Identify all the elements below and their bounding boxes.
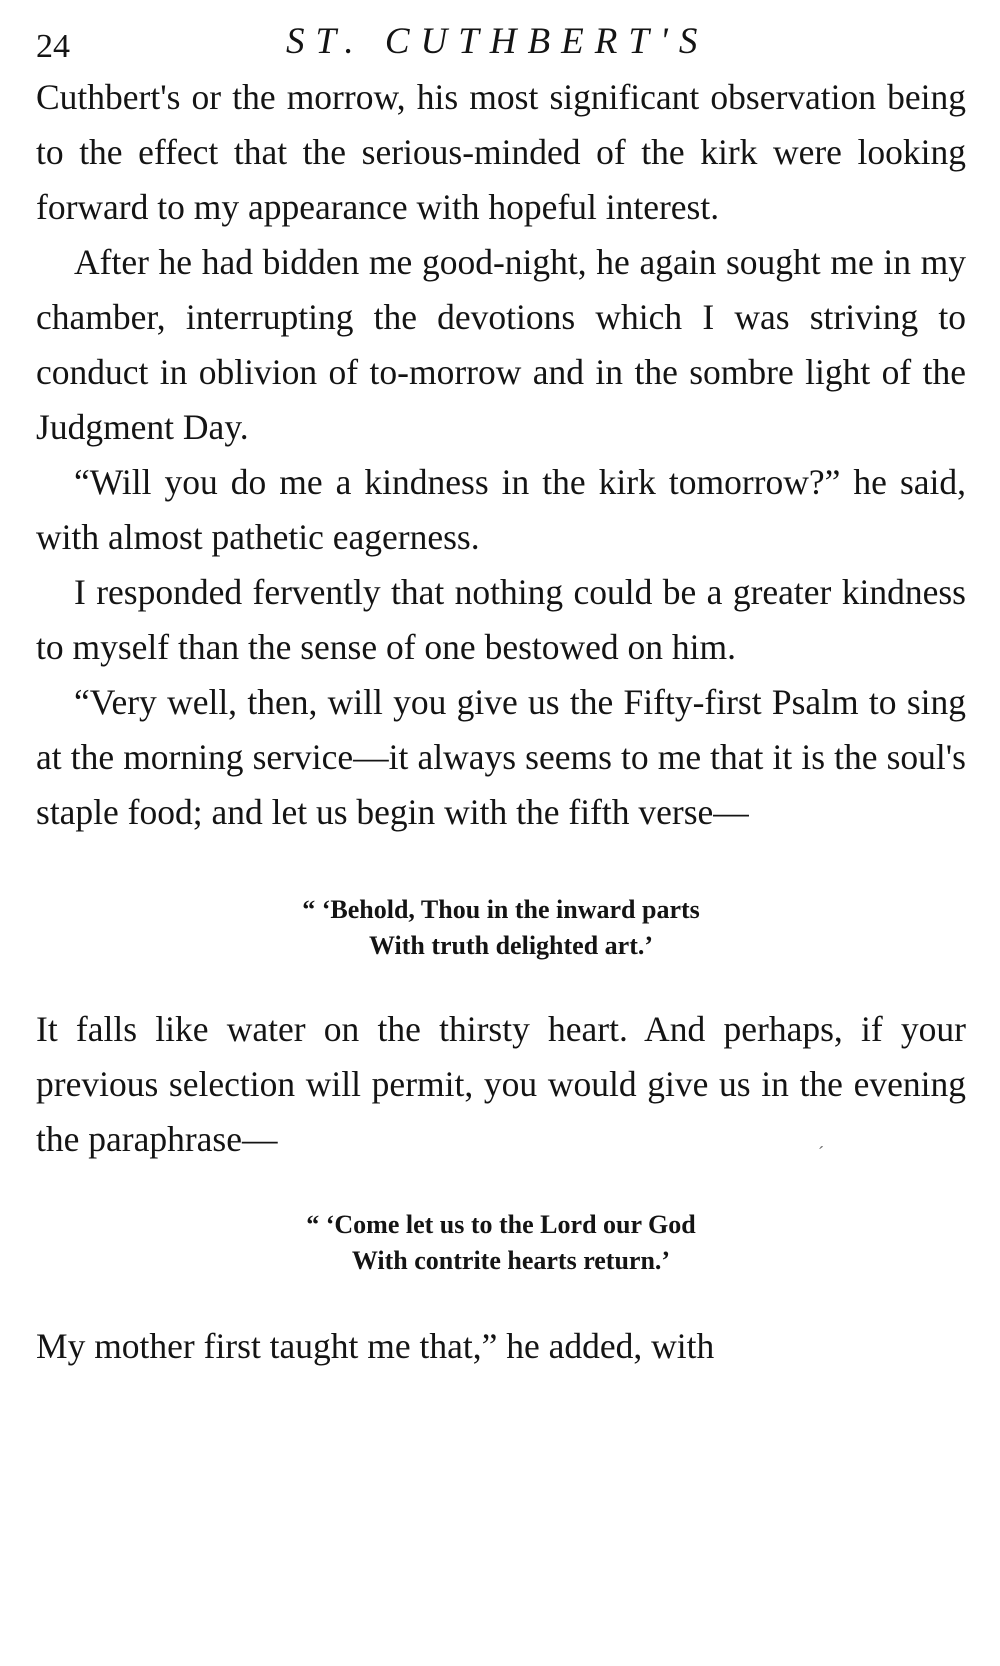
scan-speck: ˊ — [818, 1143, 824, 1163]
paragraph-5: “Very well, then, will you give us the Fifty-first Psalm to sing at the morning service—it always seems to me that it is the soul's staple food; and let us begin with the fifth verse— — [36, 682, 966, 832]
verse-1-line-1: “ ‘Behold, Thou in the inward parts — [302, 895, 700, 924]
verse-2-line-2: With contrite hearts return.’ — [351, 1246, 671, 1275]
paragraph-2: After he had bidden me good-night, he again sought me in my chamber, interrupting the devotions which I was striving to conduct in oblivion of to-morrow and in the sombre light of the Judgment Day. — [36, 242, 966, 447]
paragraph-1: Cuthbert's or the morrow, his most significant observation being to the effect that the serious-minded of the kirk were looking forward to my appearance with hopeful interest. — [36, 77, 966, 227]
running-title: ST. CUTHBERT'S — [286, 21, 709, 62]
page-number: 24 — [36, 28, 70, 65]
verse-quote-1 — [36, 892, 966, 964]
paragraph-4: I responded fervently that nothing could be a greater kindness to myself than the sense of one bestowed on him. — [36, 572, 966, 667]
book-page — [36, 12, 966, 1374]
paragraph-6: It falls like water on the thirsty heart. And perhaps, if your previous selection will permit, you would give us in the evening the paraphrase— — [36, 1009, 966, 1159]
verse-1-line-2: With truth delighted art.’ — [368, 931, 654, 960]
paragraph-7: My mother first taught me that,” he added, with — [36, 1326, 715, 1366]
paragraph-3: “Will you do me a kindness in the kirk tomorrow?” he said, with almost pathetic eagerness. — [36, 462, 966, 557]
verse-2-line-1: “ ‘Come let us to the Lord our God — [306, 1210, 696, 1239]
running-head — [36, 12, 966, 70]
verse-quote-2 — [36, 1207, 966, 1279]
